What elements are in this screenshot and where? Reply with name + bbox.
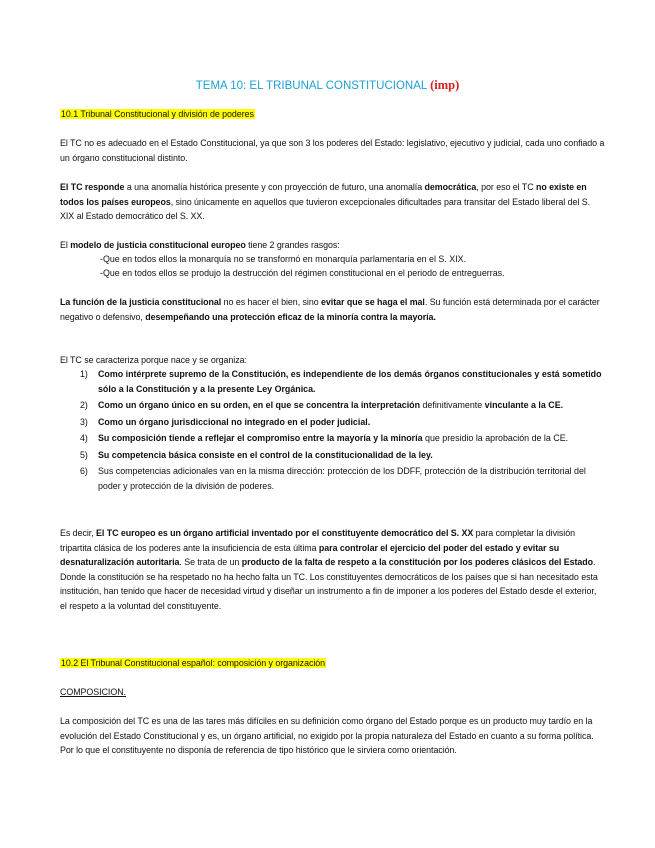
list-number: 6)	[80, 466, 88, 476]
text-span: no es hacer el bien, sino	[221, 297, 322, 307]
paragraph-composicion: La composición del TC es una de las tares más difíciles en su definición como órgano del Estado porque es un producto muy tardío en la evolución del Estado Constitucional y es, un órgano artificial, no exigido por la propia naturaleza del Estado en cuanto a su forma política. Por lo que el constituyente no disponía de referencia de tipo histórico que le sirviera como orientación.	[60, 716, 594, 755]
bold-controlar-ejercicio: para controlar el ejercicio del poder del estado y evitar su desnaturalización autoritaria	[60, 542, 560, 567]
text-span: a una anomalía histórica presente y con proyección de futuro, una anomalía	[124, 182, 425, 192]
section-heading-10-1-text: 10.1 Tribunal Constitucional y división de poderes	[61, 109, 254, 119]
list-number: 4)	[80, 433, 88, 443]
text-span: , por eso el TC	[476, 182, 536, 192]
list-item-bold: Su composición tiende a reflejar el compromiso entre la mayoría y la minoría	[98, 433, 423, 443]
bold-evitar-mal: evitar que se haga el mal	[321, 297, 425, 307]
title-main: TEMA 10: EL TRIBUNAL CONSTITUCIONAL	[195, 80, 427, 92]
list-number: 1)	[80, 369, 88, 379]
text-span: Es decir,	[60, 528, 97, 538]
bold-no-existe: no existe en todos los países europeos	[60, 182, 587, 207]
section-heading-10-1	[60, 107, 605, 122]
list-item-text: definitivamente	[420, 400, 485, 410]
list-item-bold: Como intérprete supremo de la Constitución, es independiente de los demás órganos constitucionales y está sometido sólo a la Constitución y a la presente Ley Orgánica.	[98, 369, 602, 394]
subheading-composicion-text: COMPOSICION.	[60, 687, 126, 697]
section-heading-10-2-text: 10.2 El Tribunal Constitucional español: composición y organización	[61, 658, 326, 668]
paragraph-tc-caracteriza: El TC se caracteriza porque nace y se organiza:	[60, 355, 247, 365]
list-item	[60, 415, 605, 430]
indented-item-1: -Que en todos ellos la monarquía no se transformó en monarquía parlamentaria en el S. XIX.	[100, 254, 467, 264]
bold-democratica: democrática	[424, 182, 477, 192]
paragraph-es-decir	[60, 526, 605, 613]
text-span: tiene 2 grandes rasgos:	[245, 240, 340, 250]
bold-tc-europeo: El TC europeo es un órgano artificial inventado por el constituyente democrático del S. XX	[96, 528, 474, 538]
list-number: 3)	[80, 416, 88, 427]
text-span: El	[60, 240, 71, 250]
bold-funcion: La función de la justicia constitucional	[60, 297, 222, 307]
paragraph-tc-responde	[60, 180, 605, 224]
title-importance-tag: (imp)	[430, 78, 460, 92]
list-item	[60, 431, 605, 446]
bold-proteccion-minoria: desempeñando una protección eficaz de la minoría contra la mayoría.	[145, 311, 436, 322]
text-span: . Se trata de un	[179, 557, 242, 567]
list-item-bold: Como un órgano único en su orden, en el que se concentra la interpretación	[98, 400, 421, 410]
list-item	[60, 367, 605, 396]
text-span: . Su función está determinada por el carácter negativo o defensivo,	[60, 297, 600, 322]
bold-tc-responde: El TC responde	[60, 182, 125, 192]
subheading-composicion	[60, 685, 605, 700]
list-item-text: que presidio la aprobación de la CE.	[422, 433, 569, 443]
section-heading-10-2	[60, 656, 605, 671]
text-span: para completar la división tripartita clásica de los poderes ante la insuficiencia de esta última	[60, 528, 575, 553]
list-number: 2)	[80, 400, 88, 410]
bold-falta-respeto: producto de la falta de respeto a la constitución por los poderes clásicos del Estado	[241, 557, 594, 567]
characteristics-list	[60, 367, 605, 495]
list-item	[60, 448, 605, 463]
list-item-text: Sus competencias adicionales van en la misma dirección: protección de los DDFF, protección de la distribución territorial del poder y protección de la división de poderes.	[98, 466, 586, 491]
text-span: , sino únicamente en aquellos que tuvieron excepcionales dificultades para transitar del Estado liberal del S. XIX al Estado democrático del S. XX.	[60, 196, 590, 221]
list-item	[60, 398, 605, 413]
list-number: 5)	[80, 449, 88, 460]
paragraph-modelo-europeo	[60, 238, 605, 253]
list-item-bold: vinculante a la CE.	[484, 400, 564, 410]
list-item-bold: Su competencia básica consiste en el control de la constitucionalidad de la ley.	[98, 449, 433, 460]
text-span: . Donde la constitución se ha respetado no ha hecho falta un TC. Los constituyentes democráticos de los países que si han necesitado esta institución, han tenido que hacer de necesidad virtud y diseñar un instrumento a fin de imponer a los poderes del Estado desde el exterior, el respeto a la voluntad del constituyente.	[60, 557, 598, 611]
paragraph-funcion-justicia	[60, 295, 605, 324]
paragraph-tc-adecuado: El TC no es adecuado en el Estado Constitucional, ya que son 3 los poderes del Estado: legislativo, ejecutivo y judicial, cada uno confiado a un órgano constitucional distinto.	[60, 138, 605, 163]
list-item-bold: Como un órgano jurisdiccional no integrado en el poder judicial.	[98, 416, 371, 427]
page-title	[0, 78, 655, 93]
list-item	[60, 464, 605, 493]
bold-modelo-europeo: modelo de justicia constitucional europeo	[70, 240, 246, 250]
indented-item-2: -Que en todos ellos se produjo la destrucción del régimen constitucional en el periodo de entreguerras.	[100, 268, 505, 278]
